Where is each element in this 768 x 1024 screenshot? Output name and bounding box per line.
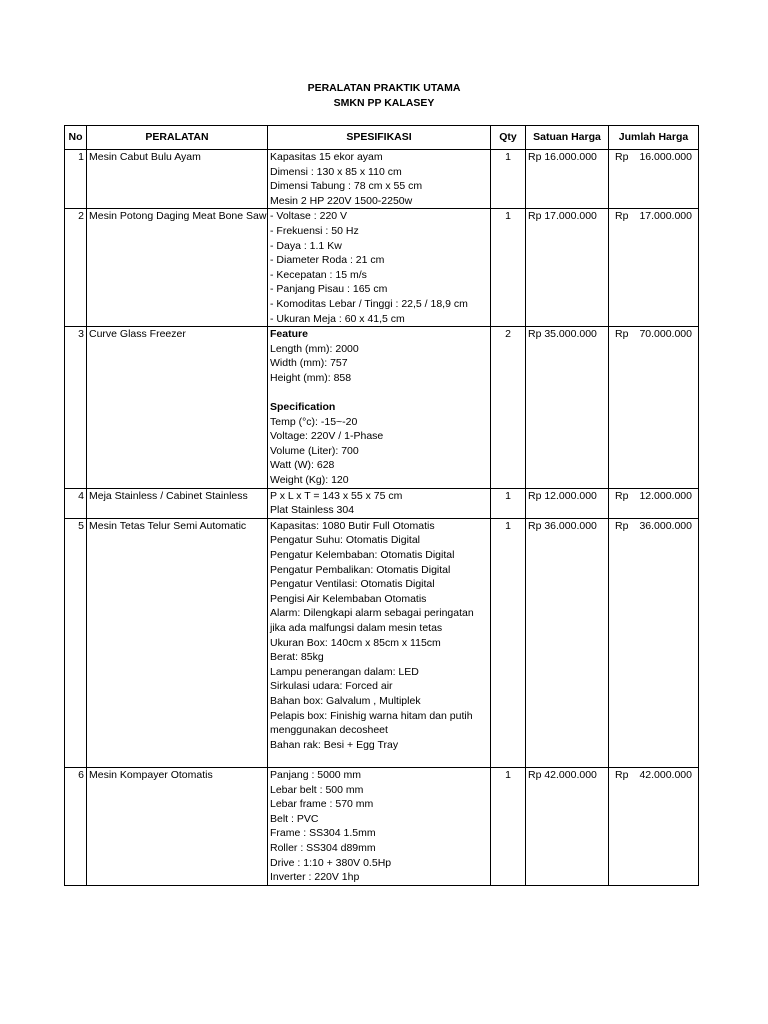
total-value: 12.000.000 xyxy=(639,489,692,502)
spec-line: Alarm: Dilengkapi alarm sebagai peringatan xyxy=(270,607,474,620)
header-no: No xyxy=(65,126,87,150)
row-number: 5 xyxy=(65,518,87,767)
spec-line: Panjang : 5000 mm xyxy=(270,768,362,781)
spec-heading: Feature xyxy=(270,328,308,341)
table-row xyxy=(65,209,699,327)
spec-line: Bahan box: Galvalum , Multiplek xyxy=(270,694,421,707)
table-row xyxy=(65,767,699,885)
unit-price: Rp 36.000.000 xyxy=(526,518,609,767)
spec-line: Temp (°c): -15~-20 xyxy=(270,415,358,428)
spec-line: Bahan rak: Besi + Egg Tray xyxy=(270,738,399,751)
table-row xyxy=(65,488,699,518)
spec-heading: Specification xyxy=(270,401,336,414)
spec-line: - Diameter Roda : 21 cm xyxy=(270,254,385,267)
spec-line: Drive : 1:10 + 380V 0.5Hp xyxy=(270,856,392,869)
total-currency: Rp xyxy=(615,151,629,163)
total-price xyxy=(609,150,699,209)
total-currency: Rp xyxy=(615,768,629,781)
total-value: 36.000.000 xyxy=(639,519,692,532)
table-row xyxy=(65,150,699,209)
spec-line: Pengatur Kelembaban: Otomatis Digital xyxy=(270,549,455,562)
spec-line: jika ada malfungsi dalam mesin tetas xyxy=(270,622,443,634)
spec-line: - Frekuensi : 50 Hz xyxy=(270,224,359,237)
spec-line: Sirkulasi udara: Forced air xyxy=(270,680,393,693)
unit-price: Rp 16.000.000 xyxy=(526,150,609,209)
item-name: Mesin Tetas Telur Semi Automatic xyxy=(87,518,268,767)
spec-line: Pelapis box: Finishig warna hitam dan putih xyxy=(270,709,473,722)
title-line-1: PERALATAN PRAKTIK UTAMA xyxy=(307,82,461,94)
unit-price: Rp 17.000.000 xyxy=(526,209,609,327)
header-qty: Qty xyxy=(491,126,526,150)
spec-line: - Kecepatan : 15 m/s xyxy=(270,268,367,281)
item-qty: 2 xyxy=(491,327,526,489)
item-qty: 1 xyxy=(491,209,526,327)
header-unit-price: Satuan Harga xyxy=(526,126,609,150)
spec-line: Lampu penerangan dalam: LED xyxy=(270,665,419,678)
total-price xyxy=(609,209,699,327)
spec-line: Lebar frame : 570 mm xyxy=(270,798,374,811)
spec-line: - Komoditas Lebar / Tinggi : 22,5 / 18,9 cm xyxy=(270,297,468,310)
total-value: 16.000.000 xyxy=(639,151,692,163)
row-number: 3 xyxy=(65,327,87,489)
table-body xyxy=(65,150,699,886)
spec-line: Height (mm): 858 xyxy=(270,371,352,384)
unit-price: Rp 35.000.000 xyxy=(526,327,609,489)
total-price xyxy=(609,327,699,489)
table-row xyxy=(65,518,699,767)
item-specification xyxy=(268,518,491,767)
item-name: Meja Stainless / Cabinet Stainless xyxy=(87,488,268,518)
item-specification xyxy=(268,150,491,209)
header-row xyxy=(65,126,699,150)
total-price xyxy=(609,518,699,767)
spec-line: - Voltase : 220 V xyxy=(270,210,348,223)
spec-line: Pengatur Suhu: Otomatis Digital xyxy=(270,534,420,547)
item-qty: 1 xyxy=(491,150,526,209)
spec-line: Length (mm): 2000 xyxy=(270,342,359,355)
spec-line: - Panjang Pisau : 165 cm xyxy=(270,283,388,296)
equipment-table xyxy=(64,125,699,886)
spec-line: Kapasitas: 1080 Butir Full Otomatis xyxy=(270,519,435,532)
spec-line: Weight (Kg): 120 xyxy=(270,474,349,487)
title-line-2: SMKN PP KALASEY xyxy=(333,97,435,109)
spec-line xyxy=(270,752,488,767)
spec-line: Dimensi : 130 x 85 x 110 cm xyxy=(270,165,402,178)
spec-line: Frame : SS304 1.5mm xyxy=(270,827,376,840)
spec-line: Dimensi Tabung : 78 cm x 55 cm xyxy=(270,180,423,193)
spec-line: Pengatur Ventilasi: Otomatis Digital xyxy=(270,578,435,591)
item-specification xyxy=(268,767,491,885)
unit-price: Rp 12.000.000 xyxy=(526,488,609,518)
total-currency: Rp xyxy=(615,210,629,223)
spec-line: Width (mm): 757 xyxy=(270,357,348,370)
spec-line: menggunakan decosheet xyxy=(270,724,388,737)
total-currency: Rp xyxy=(615,519,629,532)
header-item: PERALATAN xyxy=(87,126,268,150)
row-number: 6 xyxy=(65,767,87,885)
row-number: 4 xyxy=(65,488,87,518)
item-specification xyxy=(268,209,491,327)
item-specification xyxy=(268,488,491,518)
item-name: Mesin Cabut Bulu Ayam xyxy=(87,150,268,209)
total-currency: Rp xyxy=(615,489,629,502)
item-specification xyxy=(268,327,491,489)
spec-line: - Ukuran Meja : 60 x 41,5 cm xyxy=(270,312,405,325)
spec-line: Ukuran Box: 140cm x 85cm x 115cm xyxy=(270,636,441,649)
header-spec: SPESIFIKASI xyxy=(268,126,491,150)
table-row xyxy=(65,327,699,489)
item-name: Mesin Potong Daging Meat Bone Saw xyxy=(87,209,268,327)
unit-price: Rp 42.000.000 xyxy=(526,767,609,885)
total-value: 17.000.000 xyxy=(639,210,692,223)
spec-line: Pengatur Pembalikan: Otomatis Digital xyxy=(270,563,451,576)
spec-line: Kapasitas 15 ekor ayam xyxy=(270,151,383,163)
spec-line: P x L x T = 143 x 55 x 75 cm xyxy=(270,489,403,502)
item-qty: 1 xyxy=(491,767,526,885)
total-price xyxy=(609,767,699,885)
total-value: 70.000.000 xyxy=(639,328,692,341)
row-number: 2 xyxy=(65,209,87,327)
spec-line: Belt : PVC xyxy=(270,812,319,825)
item-qty: 1 xyxy=(491,518,526,767)
spec-line: - Daya : 1.1 Kw xyxy=(270,239,342,252)
item-name: Mesin Kompayer Otomatis xyxy=(87,767,268,885)
spec-line: Roller : SS304 d89mm xyxy=(270,841,376,854)
spec-line: Plat Stainless 304 xyxy=(270,504,355,517)
spec-line: Voltage: 220V / 1-Phase xyxy=(270,430,384,443)
total-value: 42.000.000 xyxy=(639,768,692,781)
document-title xyxy=(0,81,768,111)
spec-line: Berat: 85kg xyxy=(270,651,324,664)
header-total-price: Jumlah Harga xyxy=(609,126,699,150)
spec-line: Volume (Liter): 700 xyxy=(270,444,359,457)
row-number: 1 xyxy=(65,150,87,209)
total-currency: Rp xyxy=(615,328,629,341)
spec-line: Inverter : 220V 1hp xyxy=(270,871,360,884)
spec-line: Mesin 2 HP 220V 1500-2250w xyxy=(270,194,413,207)
item-qty: 1 xyxy=(491,488,526,518)
total-price xyxy=(609,488,699,518)
item-name: Curve Glass Freezer xyxy=(87,327,268,489)
spec-line: Lebar belt : 500 mm xyxy=(270,783,364,796)
spec-line xyxy=(270,386,488,401)
spec-line: Watt (W): 628 xyxy=(270,459,335,472)
spec-line: Pengisi Air Kelembaban Otomatis xyxy=(270,592,427,605)
